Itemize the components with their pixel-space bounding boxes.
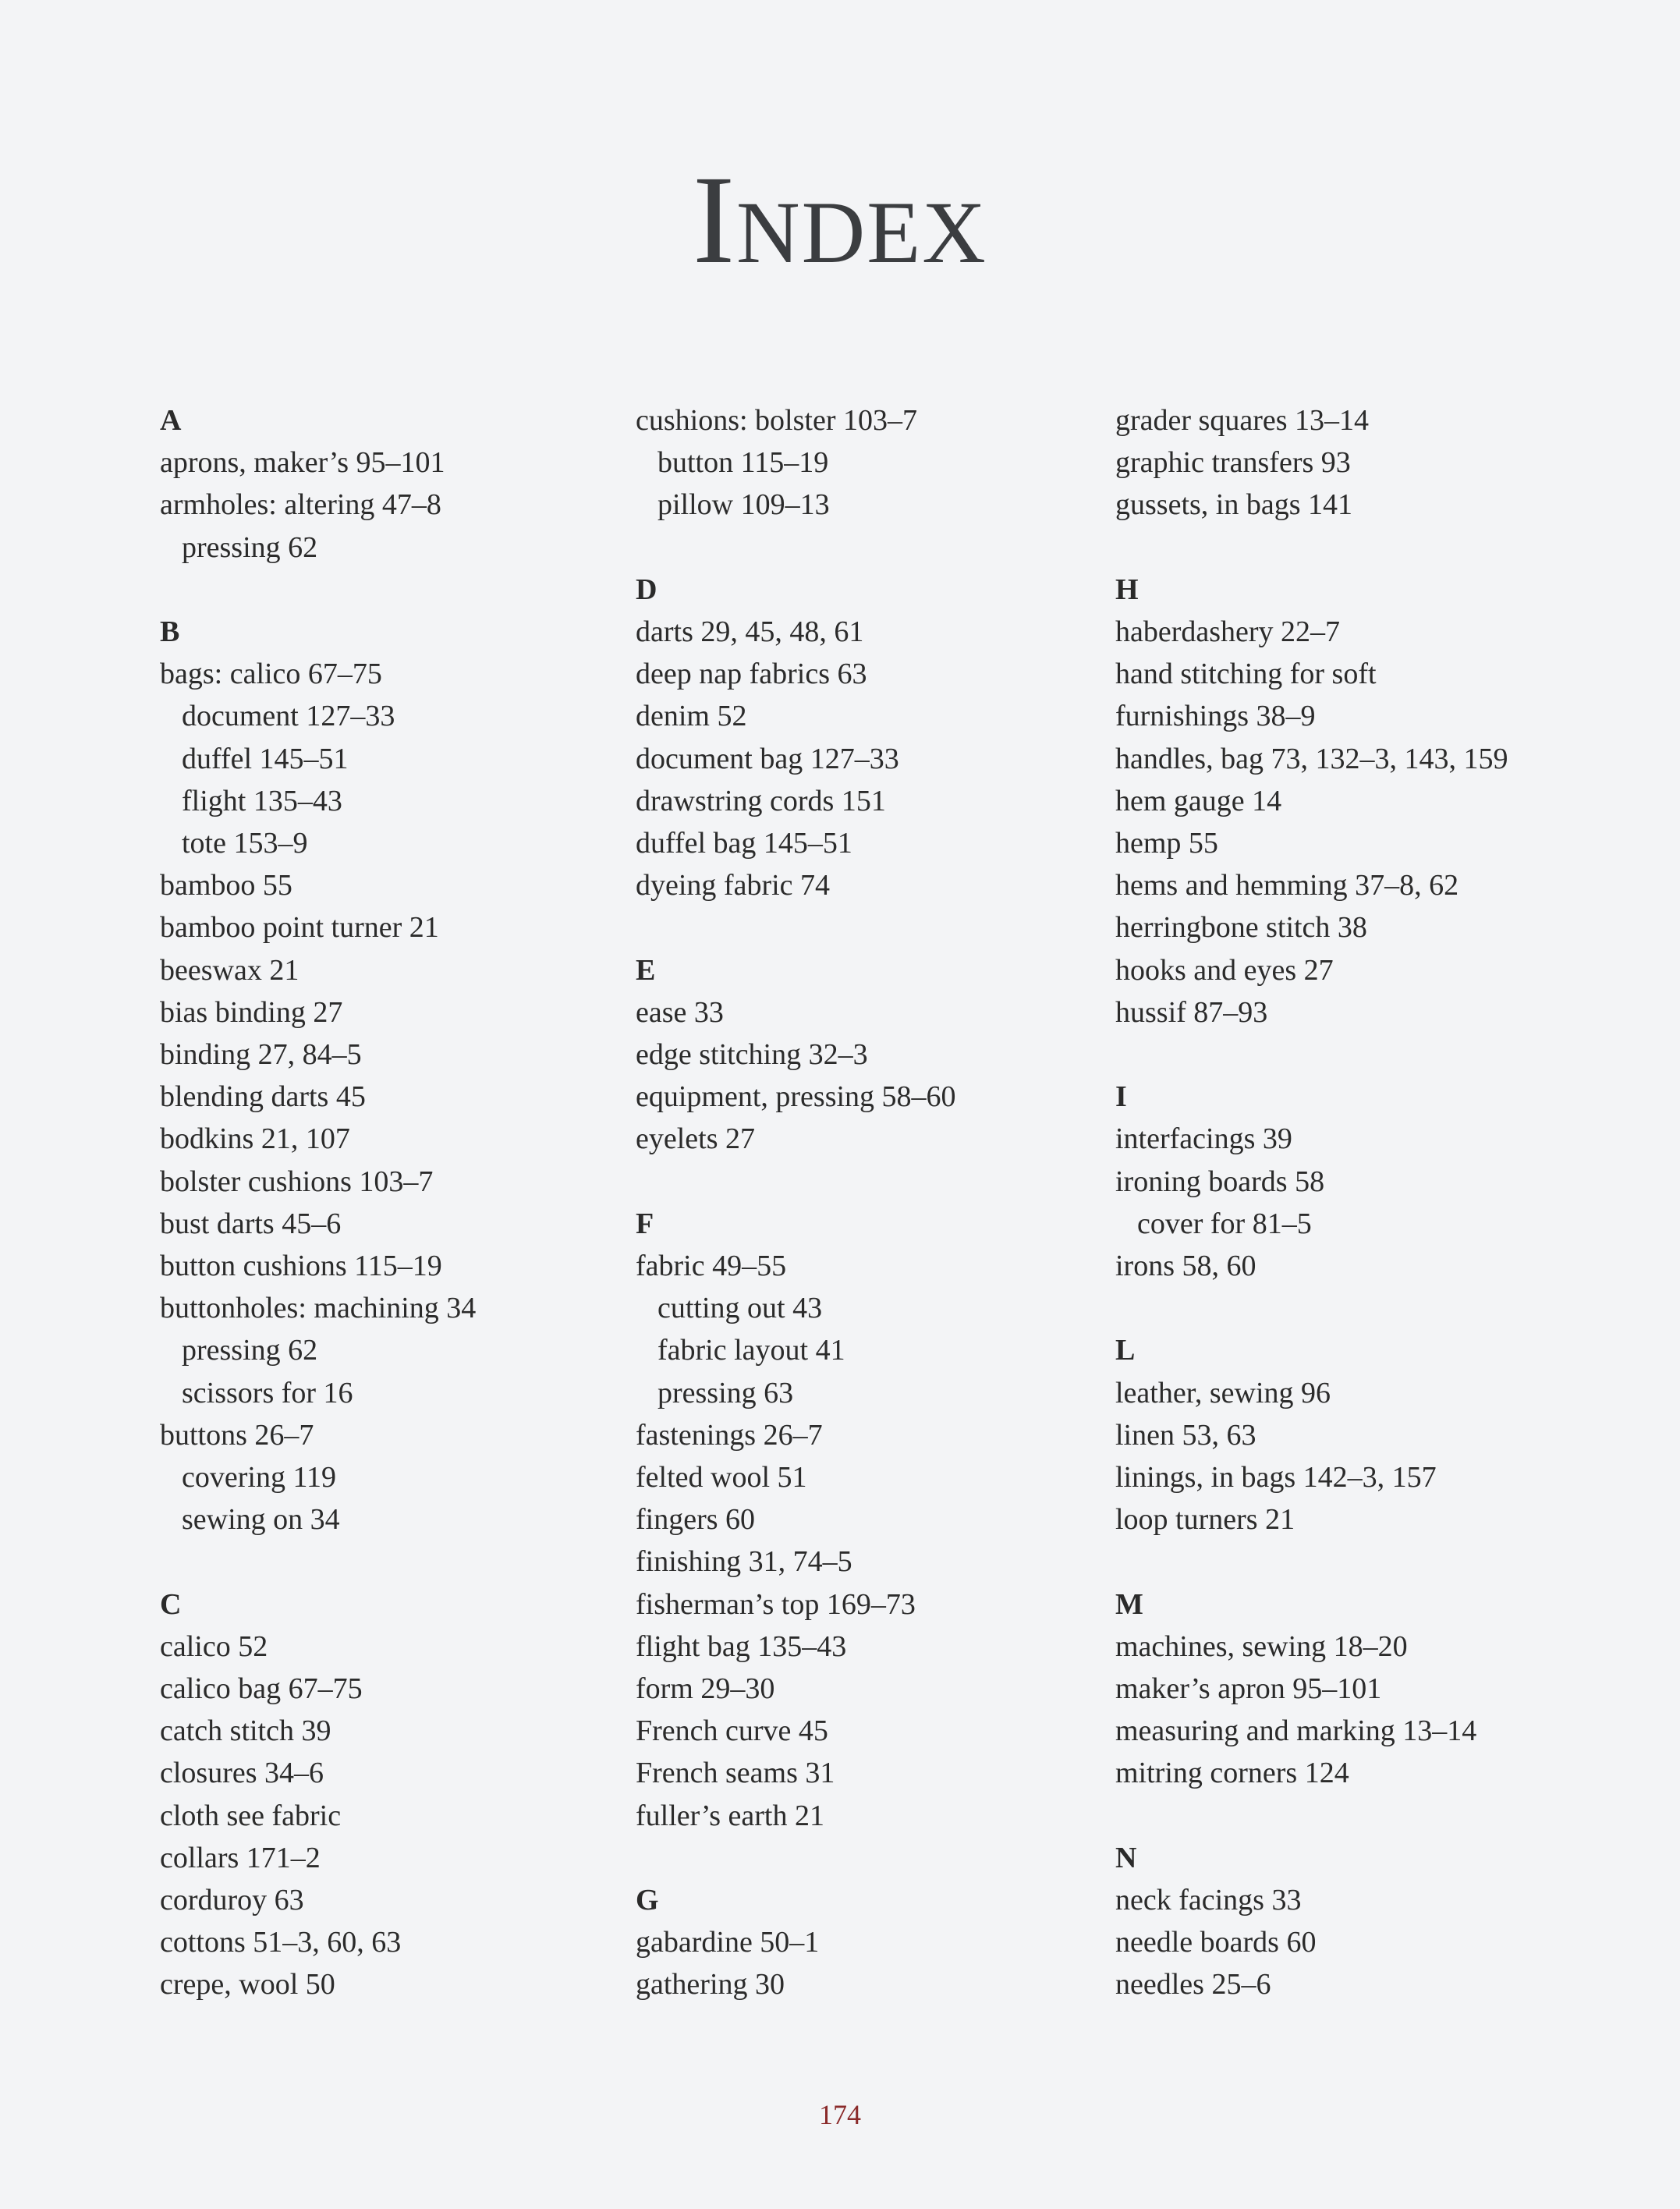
- section-letter: B: [160, 615, 180, 648]
- index-entry: buttons 26–7: [160, 1418, 314, 1452]
- index-entry: bodkins 21, 107: [160, 1122, 350, 1156]
- index-entry: bamboo point turner 21: [160, 911, 439, 945]
- index-entry: bias binding 27: [160, 995, 343, 1029]
- index-subentry: pressing 62: [182, 1334, 318, 1367]
- section-spacer: [636, 906, 1072, 948]
- index-subentry: scissors for 16: [182, 1376, 353, 1409]
- index-subentry: tote 153–9: [182, 827, 308, 860]
- index-entry: gussets, in bags 141: [1115, 488, 1352, 522]
- section-letter: L: [1115, 1334, 1136, 1367]
- index-entry: hem gauge 14: [1115, 784, 1282, 817]
- index-entry: fastenings 26–7: [636, 1418, 823, 1452]
- index-entry: mitring corners 124: [1115, 1757, 1349, 1790]
- index-entry: blending darts 45: [160, 1080, 366, 1114]
- index-entry: calico bag 67–75: [160, 1672, 363, 1706]
- index-subentry: cover for 81–5: [1137, 1207, 1312, 1240]
- index-subentry: covering 119: [182, 1461, 337, 1495]
- index-entry: needles 25–6: [1115, 1968, 1271, 2002]
- index-entry: felted wool 51: [636, 1461, 807, 1495]
- index-entry: cloth see fabric: [160, 1799, 342, 1832]
- section-letter: N: [1115, 1841, 1137, 1874]
- index-entry: beeswax 21: [160, 953, 299, 987]
- index-entry: hussif 87–93: [1115, 995, 1268, 1029]
- index-entry: fingers 60: [636, 1503, 756, 1537]
- index-entry: catch stitch 39: [160, 1714, 331, 1748]
- section-letter: D: [636, 573, 657, 606]
- index-entry: form 29–30: [636, 1672, 775, 1706]
- index-entry: corduroy 63: [160, 1884, 304, 1917]
- index-entry: bust darts 45–6: [160, 1207, 342, 1240]
- index-entry: buttonholes: machining 34: [160, 1292, 477, 1325]
- index-entry: hooks and eyes 27: [1115, 953, 1334, 987]
- index-entry: deep nap fabrics 63: [636, 658, 867, 691]
- index-entry: darts 29, 45, 48, 61: [636, 615, 864, 648]
- index-entry: flight bag 135–43: [636, 1629, 847, 1663]
- index-subentry: fabric layout 41: [657, 1334, 845, 1367]
- index-entry: machines, sewing 18–20: [1115, 1629, 1408, 1663]
- section-letter: E: [636, 953, 656, 987]
- index-entry: maker’s apron 95–101: [1115, 1672, 1382, 1706]
- index-entry: calico 52: [160, 1629, 268, 1663]
- index-entry: closures 34–6: [160, 1757, 324, 1790]
- section-letter: A: [160, 404, 182, 437]
- index-entry: document bag 127–33: [636, 742, 899, 775]
- index-entry: bolster cushions 103–7: [160, 1165, 434, 1198]
- index-entry: loop turners 21: [1115, 1503, 1295, 1537]
- index-entry: dyeing fabric 74: [636, 869, 831, 902]
- index-column-1: [160, 399, 597, 2006]
- index-entry: graphic transfers 93: [1115, 446, 1351, 480]
- index-entry: hems and hemming 37–8, 62: [1115, 869, 1459, 902]
- section-spacer: [636, 1837, 1072, 1879]
- index-entry: French seams 31: [636, 1757, 835, 1790]
- index-subentry: pressing 63: [657, 1376, 794, 1409]
- index-column-3: [1115, 399, 1552, 2006]
- index-entry: cottons 51–3, 60, 63: [160, 1926, 402, 1959]
- index-entry: button cushions 115–19: [160, 1250, 442, 1283]
- section-spacer: [1115, 1034, 1552, 1076]
- section-letter: C: [160, 1587, 182, 1621]
- section-spacer: [636, 527, 1072, 569]
- index-entry: haberdashery 22–7: [1115, 615, 1341, 648]
- index-entry: interfacings 39: [1115, 1122, 1292, 1156]
- index-subentry: pillow 109–13: [657, 488, 830, 522]
- section-spacer: [160, 569, 597, 611]
- index-subentry: duffel 145–51: [182, 742, 349, 775]
- index-entry: French curve 45: [636, 1714, 828, 1748]
- index-entry: binding 27, 84–5: [160, 1038, 362, 1072]
- index-entry: neck facings 33: [1115, 1884, 1302, 1917]
- section-spacer: [1115, 527, 1552, 569]
- index-subentry: document 127–33: [182, 700, 395, 733]
- section-letter: M: [1115, 1587, 1143, 1621]
- section-spacer: [1115, 1541, 1552, 1583]
- index-entry: linen 53, 63: [1115, 1418, 1256, 1452]
- index-subentry: flight 135–43: [182, 784, 342, 817]
- section-spacer: [1115, 1795, 1552, 1837]
- index-entry: ironing boards 58: [1115, 1165, 1325, 1198]
- index-entry: equipment, pressing 58–60: [636, 1080, 956, 1114]
- index-entry: armholes: altering 47–8: [160, 488, 441, 522]
- index-subentry: button 115–19: [657, 446, 829, 480]
- index-entry: fabric 49–55: [636, 1250, 787, 1283]
- section-letter: F: [636, 1207, 654, 1240]
- index-entry: irons 58, 60: [1115, 1250, 1256, 1283]
- index-entry: cushions: bolster 103–7: [636, 404, 917, 437]
- index-entry: fuller’s earth 21: [636, 1799, 824, 1832]
- section-spacer: [160, 1541, 597, 1583]
- index-entry: bamboo 55: [160, 869, 292, 902]
- index-entry: herringbone stitch 38: [1115, 911, 1367, 945]
- index-entry: finishing 31, 74–5: [636, 1545, 852, 1579]
- index-entry: aprons, maker’s 95–101: [160, 446, 445, 480]
- index-entry: drawstring cords 151: [636, 784, 886, 817]
- section-letter: G: [636, 1884, 659, 1917]
- index-entry: leather, sewing 96: [1115, 1376, 1331, 1409]
- index-entry: eyelets 27: [636, 1122, 756, 1156]
- index-column-2: [636, 399, 1072, 2006]
- section-letter: H: [1115, 573, 1139, 606]
- section-spacer: [636, 1161, 1072, 1203]
- index-entry: needle boards 60: [1115, 1926, 1317, 1959]
- index-subentry: cutting out 43: [657, 1292, 823, 1325]
- index-entry: hemp 55: [1115, 827, 1218, 860]
- index-entry: ease 33: [636, 995, 724, 1029]
- index-entry: handles, bag 73, 132–3, 143, 159: [1115, 742, 1508, 775]
- index-entry: edge stitching 32–3: [636, 1038, 868, 1072]
- index-subentry: pressing 62: [182, 530, 318, 564]
- index-entry: collars 171–2: [160, 1841, 321, 1874]
- index-entry: denim 52: [636, 700, 747, 733]
- index-entry: bags: calico 67–75: [160, 658, 382, 691]
- index-entry: furnishings 38–9: [1115, 700, 1316, 733]
- index-entry: fisherman’s top 169–73: [636, 1587, 916, 1621]
- page-title: Index: [693, 151, 987, 290]
- section-letter: I: [1115, 1080, 1127, 1114]
- index-entry: linings, in bags 142–3, 157: [1115, 1461, 1437, 1495]
- index-entry: measuring and marking 13–14: [1115, 1714, 1477, 1748]
- index-entry: duffel bag 145–51: [636, 827, 852, 860]
- index-entry: hand stitching for soft: [1115, 658, 1377, 691]
- section-spacer: [1115, 1287, 1552, 1329]
- index-entry: gathering 30: [636, 1968, 785, 2002]
- index-entry: crepe, wool 50: [160, 1968, 335, 2002]
- index-entry: gabardine 50–1: [636, 1926, 820, 1959]
- page-number: 174: [819, 2099, 861, 2130]
- index-subentry: sewing on 34: [182, 1503, 340, 1537]
- index-entry: grader squares 13–14: [1115, 404, 1370, 437]
